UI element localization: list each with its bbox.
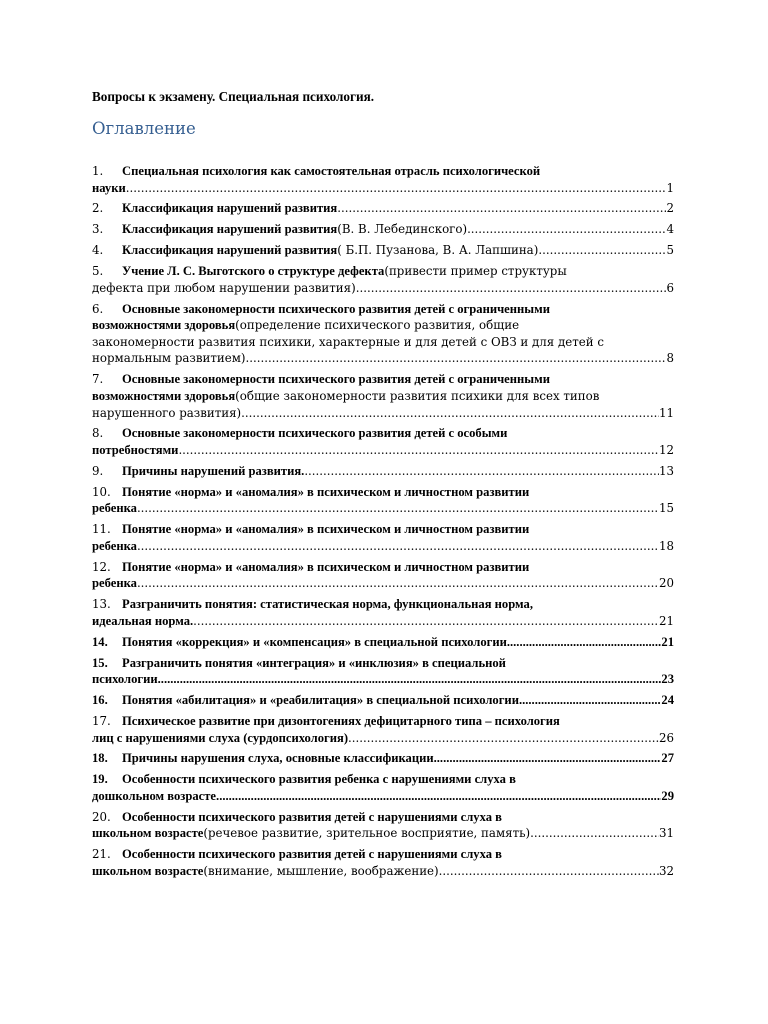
toc-entry-note: (определение психического развития, общие <box>235 318 520 333</box>
toc-page-number: 31 <box>658 826 674 841</box>
toc-entry-number: 21. <box>92 847 111 862</box>
toc-leader <box>161 671 662 688</box>
toc-leader <box>439 863 659 880</box>
toc-entry-title: Причины нарушения слуха, основные классификации. <box>122 751 437 766</box>
toc-entry-number: 4. <box>92 243 104 258</box>
toc-page-number: 29 <box>661 788 674 803</box>
toc-heading: Оглавление <box>92 119 196 138</box>
toc-entry-title: Особенности психического развития детей с нарушениями слуха в <box>122 847 502 862</box>
toc-leader <box>348 730 659 747</box>
toc-page-number: 24 <box>661 693 674 708</box>
toc-entry-17[interactable] <box>92 713 674 746</box>
toc-entry-number: 17. <box>92 713 111 728</box>
toc-entry-number: 12. <box>92 559 111 574</box>
toc-entry-number: 14. <box>92 634 108 649</box>
toc-leader <box>219 788 661 805</box>
toc-entry-title: Классификация нарушений развития <box>122 243 338 258</box>
toc-entry-title: Понятия «абилитация» и «реабилитация» в специальной психологии. <box>122 693 523 708</box>
toc-entry-number: 18. <box>92 751 108 766</box>
toc-page-number: 8 <box>666 351 674 366</box>
toc-entry-note: (речевое развитие, зрительное восприятие, память) <box>203 826 531 841</box>
toc-entry-number: 16. <box>92 693 108 708</box>
toc-page-number: 12 <box>658 442 674 457</box>
toc-entry-number: 8. <box>92 426 104 441</box>
toc-leader <box>530 825 659 842</box>
table-of-contents <box>92 163 674 880</box>
toc-entry-number: 2. <box>92 201 104 216</box>
toc-leader <box>178 442 659 459</box>
toc-entry-title: Причины нарушений развития. <box>122 463 305 478</box>
toc-entry-number: 5. <box>92 264 104 279</box>
toc-entry-note: (В. В. Лебединского) <box>337 222 468 237</box>
toc-entry-15[interactable] <box>92 655 674 688</box>
toc-entry-title-cont: идеальная норма. <box>92 613 194 628</box>
toc-page-number: 21 <box>658 613 674 628</box>
toc-leader <box>356 280 667 297</box>
toc-entry-title: Классификация нарушений развития <box>122 201 338 216</box>
toc-leader <box>337 200 666 217</box>
toc-entry-number: 7. <box>92 372 104 387</box>
toc-entry-13[interactable] <box>92 596 674 629</box>
toc-page-number: 18 <box>658 538 674 553</box>
toc-entry-title: Разграничить понятия «интеграция» и «инклюзия» в специальной <box>122 655 506 670</box>
toc-entry-number: 1. <box>92 164 104 178</box>
toc-entry-title: Специальная психология как самостоятельная отрасль психологической <box>122 164 541 178</box>
toc-entry-title: Основные закономерности психического развития детей с ограниченными <box>122 301 550 316</box>
toc-page-number: 4 <box>666 222 674 237</box>
toc-leader <box>137 500 659 517</box>
toc-entry-10[interactable] <box>92 484 674 517</box>
toc-entry-title-cont: возможностями здоровья <box>92 388 236 403</box>
toc-leader <box>137 575 659 592</box>
toc-entry-title-cont: ребенка <box>92 576 137 591</box>
toc-page-number: 6 <box>666 280 674 295</box>
toc-entry-4[interactable] <box>92 242 674 259</box>
toc-page-number: 26 <box>658 730 674 745</box>
toc-page-number: 11 <box>658 405 674 420</box>
toc-entry-1[interactable] <box>92 163 674 196</box>
toc-entry-number: 15. <box>92 655 108 670</box>
toc-page-number: 23 <box>661 672 674 687</box>
toc-entry-title-cont: школьном возрасте <box>92 826 204 841</box>
toc-entry-note: (общие закономерности развития психики для всех типов <box>235 388 600 403</box>
toc-entry-number: 13. <box>92 597 111 612</box>
toc-entry-title-cont: науки <box>92 180 126 195</box>
toc-entry-note-cont: нарушенного развития) <box>92 405 242 420</box>
toc-entry-5[interactable] <box>92 263 674 296</box>
toc-entry-title-cont: дошкольном возрасте. <box>92 788 220 803</box>
toc-leader <box>437 750 662 767</box>
toc-entry-18[interactable] <box>92 750 674 767</box>
toc-entry-number: 19. <box>92 772 108 787</box>
toc-entry-8[interactable] <box>92 425 674 458</box>
toc-page-number: 27 <box>661 751 674 766</box>
toc-entry-note-cont: дефекта при любом нарушении развития) <box>92 280 356 295</box>
toc-entry-title-cont: школьном возрасте <box>92 863 204 878</box>
toc-entry-title: Понятие «норма» и «аномалия» в психическом и личностном развитии <box>122 522 530 537</box>
document-page <box>92 88 674 884</box>
toc-entry-9[interactable] <box>92 463 674 480</box>
toc-entry-title-cont: лиц с нарушениями слуха (сурдопсихология) <box>92 730 349 745</box>
toc-entry-19[interactable] <box>92 771 674 804</box>
toc-entry-title-cont: ребенка <box>92 538 137 553</box>
toc-entry-number: 6. <box>92 301 104 316</box>
toc-entry-title: Учение Л. С. Выготского о структуре дефекта <box>122 264 385 279</box>
toc-leader <box>246 350 667 367</box>
toc-page-number: 5 <box>666 243 674 258</box>
toc-page-number: 1 <box>666 180 674 195</box>
toc-page-number: 21 <box>661 634 674 649</box>
toc-entry-number: 3. <box>92 222 104 237</box>
toc-entry-11[interactable] <box>92 521 674 554</box>
toc-entry-title: Классификация нарушений развития <box>122 222 338 237</box>
toc-entry-21[interactable] <box>92 846 674 879</box>
toc-entry-number: 10. <box>92 484 111 499</box>
toc-entry-title: Психическое развитие при дизонтогениях дефицитарного типа – психология <box>122 713 560 728</box>
document-title: Вопросы к экзамену. Специальная психология. <box>92 89 375 104</box>
toc-entry-title: Особенности психического развития детей с нарушениями слуха в <box>122 809 502 824</box>
toc-leader <box>510 634 661 651</box>
toc-entry-12[interactable] <box>92 559 674 592</box>
toc-entry-note: ( Б.П. Пузанова, В. А. Лапшина) <box>337 243 539 258</box>
toc-entry-number: 20. <box>92 809 111 824</box>
toc-page-number: 20 <box>658 576 674 591</box>
toc-entry-title-cont: ребенка <box>92 501 137 516</box>
toc-entry-title: Понятия «коррекция» и «компенсация» в специальной психологии. <box>122 634 510 649</box>
toc-leader <box>304 463 659 480</box>
toc-entry-6[interactable] <box>92 301 674 367</box>
toc-entry-note-cont: нормальным развитием) <box>92 351 246 366</box>
toc-entry-number: 11. <box>92 522 111 537</box>
toc-page-number: 32 <box>658 863 674 878</box>
toc-entry-16[interactable] <box>92 692 674 709</box>
toc-entry-2[interactable] <box>92 200 674 217</box>
toc-entry-title: Понятие «норма» и «аномалия» в психическом и личностном развитии <box>122 559 530 574</box>
toc-entry-title: Понятие «норма» и «аномалия» в психическом и личностном развитии <box>122 484 530 499</box>
toc-entry-title: Разграничить понятия: статистическая норма, функциональная норма, <box>122 597 533 612</box>
toc-leader <box>193 613 659 630</box>
toc-entry-7[interactable] <box>92 371 674 421</box>
toc-page-number: 15 <box>658 501 674 516</box>
toc-entry-20[interactable] <box>92 809 674 842</box>
toc-page-number: 13 <box>658 463 674 478</box>
toc-entry-title: Основные закономерности психического развития детей с особыми <box>122 426 508 441</box>
toc-entry-note: (привести пример структуры <box>384 264 567 279</box>
toc-entry-title-cont: возможностями здоровья <box>92 318 236 333</box>
toc-entry-title-cont: потребностями <box>92 442 179 457</box>
toc-entry-note-cont: закономерности развития психики, характерные и для детей с ОВЗ и для детей с <box>92 334 604 349</box>
toc-entry-14[interactable] <box>92 634 674 651</box>
toc-leader <box>538 242 666 259</box>
toc-leader <box>137 538 659 555</box>
toc-page-number: 2 <box>666 201 674 216</box>
toc-entry-3[interactable] <box>92 221 674 238</box>
toc-entry-number: 9. <box>92 463 104 478</box>
toc-leader <box>522 692 661 709</box>
toc-entry-note: (внимание, мышление, воображение) <box>203 863 439 878</box>
toc-leader <box>467 221 666 238</box>
toc-entry-title: Основные закономерности психического развития детей с ограниченными <box>122 372 550 387</box>
toc-entry-title-cont: психологии. <box>92 672 161 687</box>
toc-leader <box>126 180 667 197</box>
toc-entry-title: Особенности психического развития ребенка с нарушениями слуха в <box>122 772 516 787</box>
toc-leader <box>241 405 659 422</box>
